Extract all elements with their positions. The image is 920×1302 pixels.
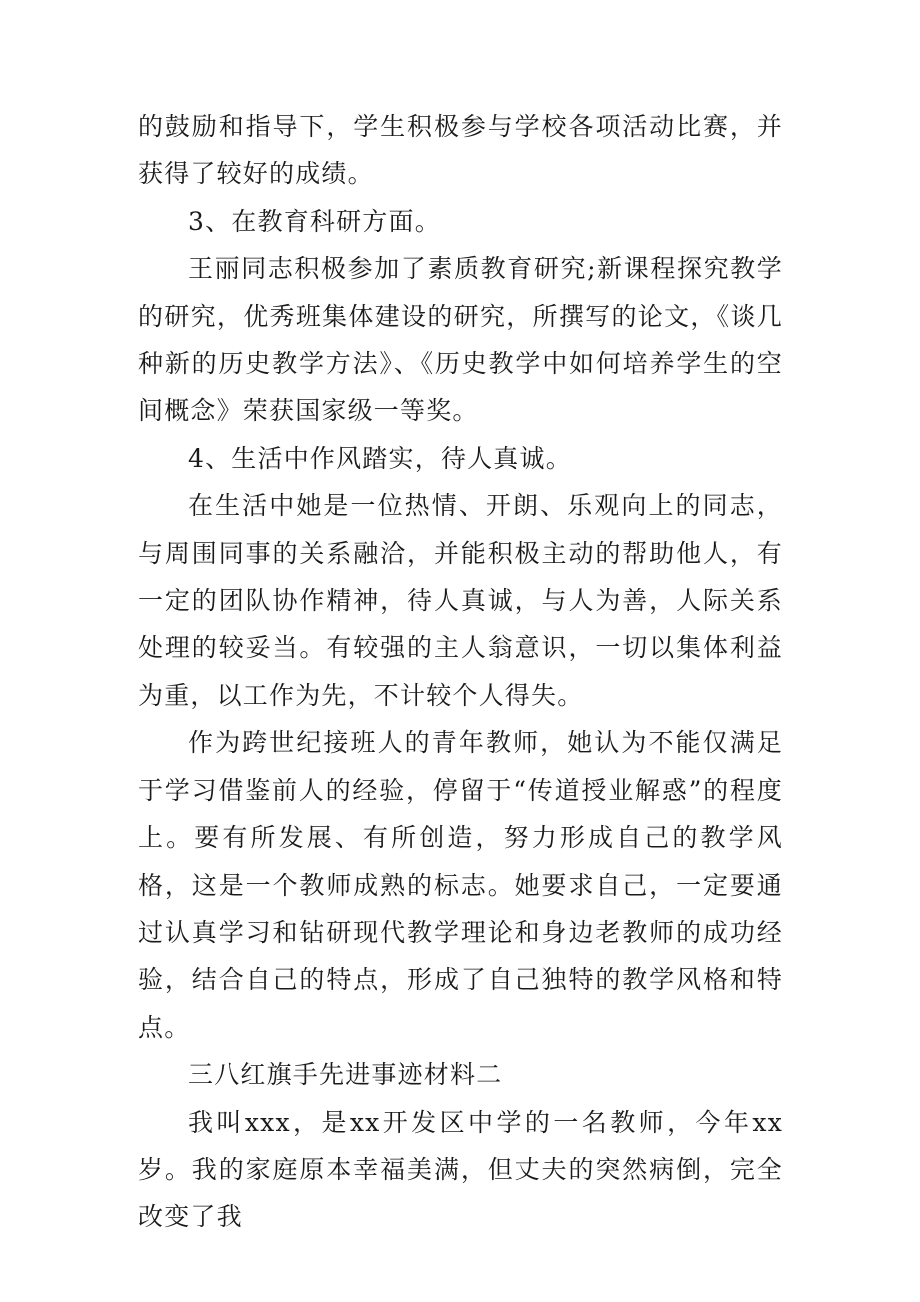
document-body — [138, 103, 783, 1241]
paragraph-research: 王丽同志积极参加了素质教育研究;新课程探究教学的研究，优秀班集体建设的研究，所撰写的论文，《谈几种新的历史教学方法》、《历史教学中如何培养学生的空间概念》荣获国家级一等奖。 — [138, 254, 783, 426]
paragraph-introduction: 我叫xxx，是xx开发区中学的一名教师，今年xx岁。我的家庭原本幸福美满，但丈夫的突然病倒，完全改变了我 — [138, 1107, 783, 1232]
paragraph-life: 在生活中她是一位热情、开朗、乐观向上的同志，与周围同事的关系融洽，并能积极主动的帮助他人，有一定的团队协作精神，待人真诚，与人为善，人际关系处理的较妥当。有较强的主人翁意识，一切以集体利益为重，以工作为先，不计较个人得失。 — [138, 491, 783, 710]
section-heading-research: 3、在教育科研方面。 — [188, 206, 441, 236]
section-title-material-two: 三八红旗手先进事迹材料二 — [188, 1060, 503, 1090]
paragraph-teaching-style: 作为跨世纪接班人的青年教师，她认为不能仅满足于学习借鉴前人的经验，停留于“传道授业解惑”的程度上。要有所发展、有所创造，努力形成自己的教学风格，这是一个教师成熟的标志。她要求自己，一定要通过认真学习和钻研现代教学理论和身边老教师的成功经验，结合自己的特点，形成了自己独特的教学风格和特点。 — [138, 728, 783, 1042]
paragraph-continuation: 的鼓励和指导下，学生积极参与学校各项活动比赛，并获得了较好的成绩。 — [138, 112, 783, 189]
section-heading-life: 4、生活中作风踏实，待人真诚。 — [188, 443, 572, 473]
